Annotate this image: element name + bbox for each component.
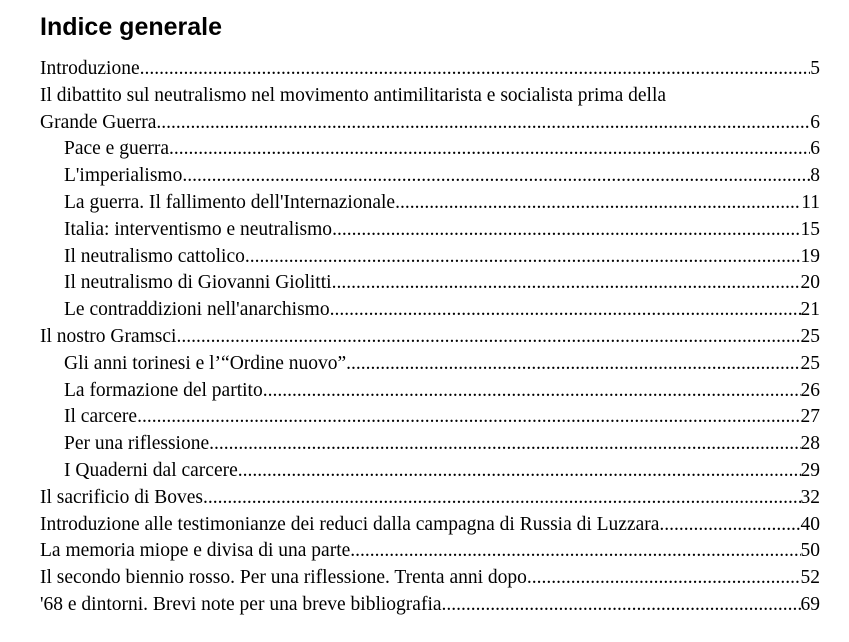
toc-entry-label: Grande Guerra [40, 111, 157, 133]
toc-subentry-pace-e-guerra[interactable] [40, 136, 820, 163]
toc-page-number: 15 [800, 218, 820, 240]
dot-leader [156, 110, 810, 137]
dot-leader [527, 565, 801, 592]
toc-entry-label: Il neutralismo di Giovanni Giolitti [64, 272, 332, 294]
toc-entry-label: Introduzione alle testimonianze dei reduci dalla campagna di Russia di Luzzara [40, 513, 660, 535]
toc-page-number: 21 [800, 299, 820, 321]
toc-entry-label: Il neutralismo cattolico [64, 245, 245, 267]
toc-entry-label: L'imperialismo [64, 165, 183, 187]
toc-subentry-quaderni[interactable] [40, 458, 820, 485]
toc-entry-label: Il secondo biennio rosso. Per una riflessione. Trenta anni dopo [40, 567, 527, 589]
toc-subentry-riflessione[interactable] [40, 431, 820, 458]
toc-entry-gramsci[interactable] [40, 324, 820, 351]
toc-page-number: 28 [800, 433, 820, 455]
toc-subentry-carcere[interactable] [40, 404, 820, 431]
toc-entry-label: Introduzione [40, 58, 140, 79]
page-title: Indice generale [40, 13, 223, 41]
toc-entry-label: Pace e guerra [64, 138, 170, 160]
dot-leader [203, 485, 801, 512]
toc-page-number: 20 [800, 272, 820, 294]
toc-entry-68-dintorni[interactable] [40, 592, 820, 619]
dot-leader [140, 56, 811, 83]
dot-leader [209, 431, 800, 458]
toc-entry-label: Le contraddizioni nell'anarchismo [64, 299, 330, 321]
toc-subentry-neutralismo-cattolico[interactable] [40, 244, 820, 271]
toc-entry-dibattito[interactable] [40, 110, 820, 137]
dot-leader [332, 270, 801, 297]
toc-entry-introduzione[interactable] [40, 56, 820, 83]
toc-entry-label: Italia: interventismo e neutralismo [64, 218, 333, 240]
toc-entry-label: Il sacrificio di Boves [40, 486, 203, 508]
toc-page-number: 25 [800, 352, 820, 374]
toc-page-number: 25 [800, 325, 820, 347]
toc-entry-label: La memoria miope e divisa di una parte [40, 540, 351, 562]
toc-entry-dibattito-line1[interactable] [40, 83, 820, 110]
dot-leader [330, 297, 801, 324]
toc-page-number: 27 [800, 406, 820, 428]
toc-entry-label: La guerra. Il fallimento dell'Internazionale [64, 191, 396, 213]
toc-subentry-formazione-partito[interactable] [40, 378, 820, 405]
toc-subentry-imperialismo[interactable] [40, 163, 820, 190]
toc-subentry-anarchismo[interactable] [40, 297, 820, 324]
dot-leader [442, 592, 801, 619]
toc-entry-label: I Quaderni dal carcere [64, 459, 238, 481]
toc-page-number: 6 [810, 111, 820, 133]
document-page [40, 10, 820, 619]
toc-entry-label: Il nostro Gramsci [40, 325, 177, 347]
toc-page-number: 69 [800, 593, 820, 615]
toc-entry-label: La formazione del partito [64, 379, 263, 401]
toc-entry-testimonianze-russia[interactable] [40, 512, 820, 539]
dot-leader [169, 136, 810, 163]
dot-leader [350, 538, 800, 565]
dot-leader [245, 244, 801, 271]
dot-leader [332, 217, 800, 244]
dot-leader [659, 512, 800, 539]
toc-subentry-giolitti[interactable] [40, 270, 820, 297]
toc-subentry-italia[interactable] [40, 217, 820, 244]
toc-subentry-anni-torinesi[interactable] [40, 351, 820, 378]
toc-page-number: 29 [800, 459, 820, 481]
toc-page-number: 52 [800, 567, 820, 589]
table-of-contents [40, 56, 820, 619]
toc-entry-label: '68 e dintorni. Brevi note per una breve bibliografia [40, 593, 442, 615]
toc-entry-boves[interactable] [40, 485, 820, 512]
toc-page-number: 50 [800, 540, 820, 562]
toc-entry-biennio-rosso[interactable] [40, 565, 820, 592]
toc-entry-memoria-miope[interactable] [40, 538, 820, 565]
toc-entry-label: Per una riflessione [64, 433, 210, 455]
toc-entry-label: Il carcere [64, 406, 138, 428]
toc-entry-label: Il dibattito sul neutralismo nel movimento antimilitarista e socialista prima della [40, 84, 667, 106]
toc-page-number: 5 [810, 58, 820, 79]
toc-page-number: 11 [801, 191, 820, 213]
toc-page-number: 6 [810, 138, 820, 160]
toc-entry-label: Gli anni torinesi e l’“Ordine nuovo” [64, 352, 347, 374]
toc-page-number: 26 [800, 379, 820, 401]
dot-leader [176, 324, 800, 351]
dot-leader [395, 190, 801, 217]
toc-page-number: 8 [810, 165, 820, 187]
toc-page-number: 19 [800, 245, 820, 267]
toc-page-number: 40 [800, 513, 820, 535]
dot-leader [182, 163, 810, 190]
toc-subentry-la-guerra[interactable] [40, 190, 820, 217]
dot-leader [346, 351, 800, 378]
dot-leader [263, 378, 801, 405]
dot-leader [137, 404, 800, 431]
dot-leader [238, 458, 801, 485]
toc-page-number: 32 [800, 486, 820, 508]
